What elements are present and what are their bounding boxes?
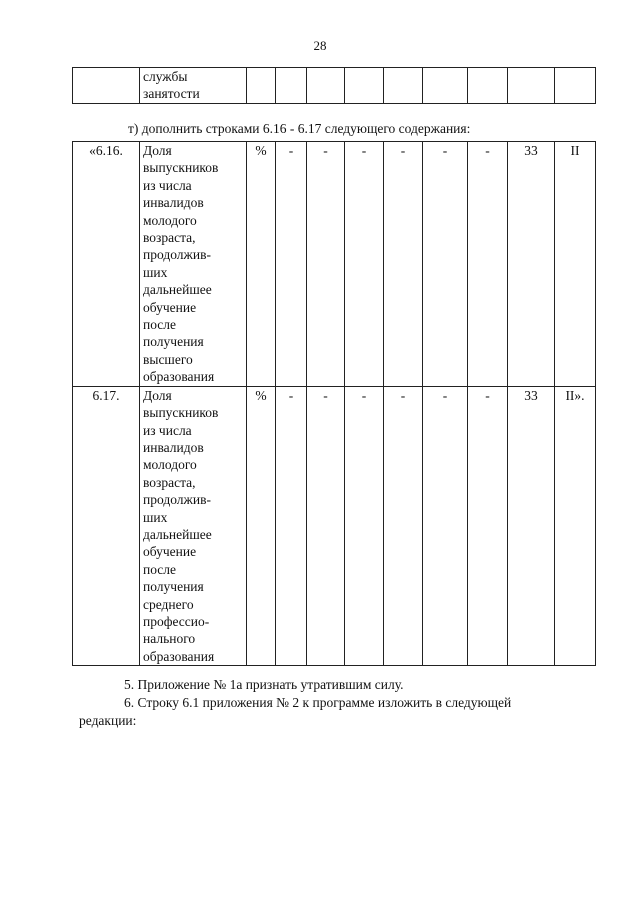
table-cell — [345, 68, 384, 104]
table-cell-value: - — [423, 386, 468, 666]
paragraph-6-line-1: 6. Строку 6.1 приложения № 2 к программе изложить в следующей — [124, 695, 512, 710]
table-cell-number: 6.17. — [73, 386, 140, 666]
table-cell-number: «6.16. — [73, 142, 140, 387]
table-cell-value: 33 — [508, 386, 555, 666]
table-cell-value: - — [276, 386, 307, 666]
table-cell-value: - — [307, 386, 345, 666]
table-indicators — [72, 141, 596, 666]
table-cell — [423, 68, 468, 104]
table-cell-unit: % — [247, 386, 276, 666]
paragraph-6-line-2: редакции: — [79, 713, 137, 728]
table-row-6-16 — [73, 142, 596, 387]
table-cell-value: - — [384, 142, 423, 387]
table-cell — [468, 68, 508, 104]
table-row-6-17 — [73, 386, 596, 666]
table-cell — [555, 68, 596, 104]
table-cell — [384, 68, 423, 104]
table-continuation — [72, 67, 596, 104]
table-cell — [276, 68, 307, 104]
table-row — [73, 68, 596, 104]
table-cell-value: - — [468, 386, 508, 666]
table-cell-value: - — [345, 386, 384, 666]
table-cell-value: II». — [555, 386, 596, 666]
table-cell-description: службы занятости — [140, 68, 247, 104]
table-cell-value: - — [423, 142, 468, 387]
table-cell-value: - — [384, 386, 423, 666]
table-cell-unit: % — [247, 142, 276, 387]
table-cell-value: 33 — [508, 142, 555, 387]
table-cell — [508, 68, 555, 104]
table-cell-value: - — [276, 142, 307, 387]
table-cell-description: Доля выпускников из числа инвалидов молодого возраста, продолжив- ших дальнейшее обучение после получения высшего образования — [140, 142, 247, 387]
table-cell-value: II — [555, 142, 596, 387]
paragraph-5: 5. Приложение № 1а признать утратившим силу. — [124, 677, 404, 692]
table-cell-number — [73, 68, 140, 104]
table-cell-value: - — [307, 142, 345, 387]
table-cell — [307, 68, 345, 104]
table-cell-value: - — [468, 142, 508, 387]
page-number: 28 — [313, 38, 327, 53]
table-cell-value: - — [345, 142, 384, 387]
instruction-t: т) дополнить строками 6.16 - 6.17 следующего содержания: — [128, 121, 471, 136]
table-cell — [247, 68, 276, 104]
table-cell-description: Доля выпускников из числа инвалидов молодого возраста, продолжив- ших дальнейшее обучение после получения среднего профессио- нального образования — [140, 386, 247, 666]
